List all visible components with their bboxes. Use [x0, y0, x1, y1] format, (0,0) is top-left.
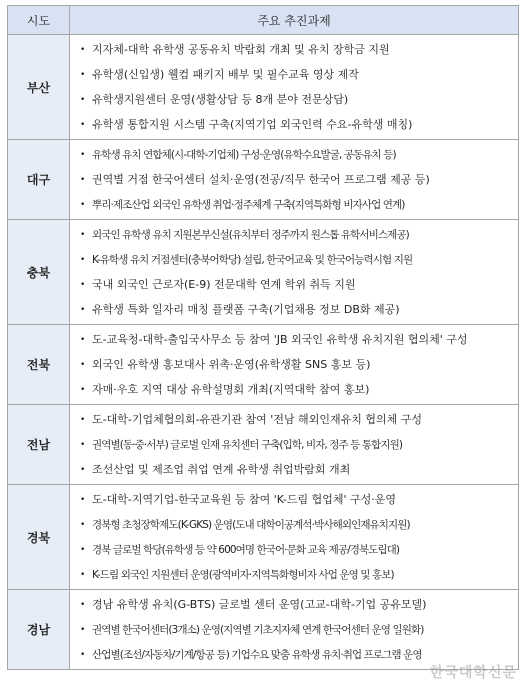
- region-task-table: [7, 5, 519, 670]
- task-text: 외국인 유학생 홍보대사 위촉·운영(유학생활 SNS 홍보 등): [92, 357, 371, 371]
- task-text: K-유학생 유치 거점센터(충북어학당) 설립, 한국어교육 및 한국어능력시험 지원: [92, 253, 413, 266]
- task-text: 권역별(동·중·서부) 글로벌 인재 유치센터 구축(입학, 비자, 정주 등 통합지원): [92, 438, 403, 451]
- task-text: 뿌리·제조산업 외국인 유학생 취업·정주체계 구축(지역특화형 비자사업 연계): [92, 198, 405, 211]
- task-list: [70, 325, 518, 404]
- task-list: [70, 140, 518, 219]
- task-text: 조선산업 및 제조업 취업 연계 유학생 취업박람회 개최: [92, 462, 351, 476]
- task-table-container: [7, 5, 518, 670]
- bullet-icon: •: [80, 439, 86, 450]
- bullet-icon: •: [80, 119, 86, 130]
- list-item: [80, 272, 514, 297]
- table-row: [8, 220, 519, 325]
- list-item: [80, 297, 514, 322]
- task-text: 권역별 거점 한국어센터 설치·운영(전공/직무 한국어 프로그램 제공 등): [92, 172, 430, 186]
- task-text: 경남 유학생 유치(G-BTS) 글로벌 센터 운영(고교-대학-기업 공유모델): [92, 597, 427, 611]
- tasks-cell: [70, 35, 519, 140]
- task-text: 산업별(조선/자동차/기계/항공 등) 기업수요 맞춤 유학생 유치·취업 프로그램 운영: [92, 648, 422, 661]
- list-item: [80, 142, 514, 167]
- list-item: [80, 432, 514, 457]
- bullet-icon: •: [80, 464, 86, 475]
- table-row: [8, 140, 519, 220]
- list-item: [80, 192, 514, 217]
- list-item: [80, 537, 514, 562]
- list-item: [80, 327, 514, 352]
- task-text: 지자체-대학 유학생 공동유치 박람회 개최 및 유치 장학금 지원: [92, 42, 390, 56]
- bullet-icon: •: [80, 44, 86, 55]
- bullet-icon: •: [80, 624, 86, 635]
- task-text: 도-대학-기업체협의회-유관기관 참여 '전남 해외인재유치 협의체 구성: [92, 412, 422, 426]
- list-item: [80, 592, 514, 617]
- task-text: K-드림 외국인 지원센터 운영(광역비자·지역특화형비자 사업 운영 및 홍보): [92, 568, 394, 581]
- tasks-cell: [70, 325, 519, 405]
- task-text: 경북 글로벌 학당(유학생 등 약 600여명 한국어·문화 교육 제공/경북도립대): [92, 543, 400, 556]
- bullet-icon: •: [80, 599, 86, 610]
- list-item: [80, 352, 514, 377]
- table-row: [8, 405, 519, 485]
- task-text: 도-대학-지역기업-한국교육원 등 참여 'K-드림 협업체' 구성·운영: [92, 492, 396, 506]
- bullet-icon: •: [80, 94, 86, 105]
- task-list: [70, 405, 518, 484]
- bullet-icon: •: [80, 359, 86, 370]
- list-item: [80, 37, 514, 62]
- tasks-cell: [70, 590, 519, 670]
- list-item: [80, 112, 514, 137]
- list-item: [80, 487, 514, 512]
- table-row: [8, 485, 519, 590]
- region-cell: 부산: [8, 35, 70, 140]
- task-text: 자매·우호 지역 대상 유학설명회 개최(지역대학 참여 홍보): [92, 382, 370, 396]
- task-text: 외국인 유학생 유치 지원본부신설(유치부터 정주까지 원스톱 유학서비스제공): [92, 228, 409, 241]
- region-cell: 경남: [8, 590, 70, 670]
- task-list: [70, 35, 518, 139]
- list-item: [80, 222, 514, 247]
- task-text: 국내 외국인 근로자(E-9) 전문대학 연계 학위 취득 지원: [92, 277, 356, 291]
- list-item: [80, 457, 514, 482]
- bullet-icon: •: [80, 149, 86, 160]
- list-item: [80, 512, 514, 537]
- region-cell: 충북: [8, 220, 70, 325]
- table-row: [8, 590, 519, 670]
- region-cell: 경북: [8, 485, 70, 590]
- bullet-icon: •: [80, 254, 86, 265]
- task-text: 유학생 통합지원 시스템 구축(지역기업 외국인력 수요-유학생 매칭): [92, 117, 413, 131]
- task-list: [70, 220, 518, 324]
- task-text: 권역별 한국어센터(3개소) 운영(지역별 기초지자체 연계 한국어센터 운영 일원화): [92, 623, 424, 636]
- bullet-icon: •: [80, 569, 86, 580]
- header-row: [8, 6, 519, 35]
- task-text: 유학생 특화 일자리 매칭 플랫폼 구축(기업채용 정보 DB화 제공): [92, 302, 400, 316]
- header-tasks: 주요 추진과제: [70, 6, 519, 35]
- task-text: 경북형 초청장학제도(K-GKS) 운영(도내 대학이공계석·박사해외인재유치지원): [92, 518, 410, 531]
- bullet-icon: •: [80, 384, 86, 395]
- tasks-cell: [70, 405, 519, 485]
- watermark-text: 한국대학신문: [429, 665, 517, 681]
- task-text: 도-교육청-대학-출입국사무소 등 참여 'JB 외국인 유학생 유치지원 협의체' 구성: [92, 332, 468, 346]
- bullet-icon: •: [80, 519, 86, 530]
- list-item: [80, 407, 514, 432]
- bullet-icon: •: [80, 334, 86, 345]
- bullet-icon: •: [80, 279, 86, 290]
- list-item: [80, 562, 514, 587]
- tasks-cell: [70, 140, 519, 220]
- bullet-icon: •: [80, 304, 86, 315]
- table-row: [8, 325, 519, 405]
- list-item: [80, 247, 514, 272]
- region-cell: 전남: [8, 405, 70, 485]
- list-item: [80, 87, 514, 112]
- header-region: 시도: [8, 6, 70, 35]
- tasks-cell: [70, 220, 519, 325]
- bullet-icon: •: [80, 69, 86, 80]
- bullet-icon: •: [80, 494, 86, 505]
- task-list: [70, 590, 518, 669]
- bullet-icon: •: [80, 174, 86, 185]
- region-cell: 전북: [8, 325, 70, 405]
- tasks-cell: [70, 485, 519, 590]
- bullet-icon: •: [80, 414, 86, 425]
- bullet-icon: •: [80, 199, 86, 210]
- bullet-icon: •: [80, 649, 86, 660]
- region-cell: 대구: [8, 140, 70, 220]
- task-text: 유학생지원센터 운영(생활상담 등 8개 분야 전문상담): [92, 92, 349, 106]
- list-item: [80, 617, 514, 642]
- table-row: [8, 35, 519, 140]
- list-item: [80, 62, 514, 87]
- task-text: 유학생(신입생) 웰컴 패키지 배부 및 필수교육 영상 제작: [92, 67, 359, 81]
- bullet-icon: •: [80, 229, 86, 240]
- list-item: [80, 167, 514, 192]
- task-list: [70, 485, 518, 589]
- list-item: [80, 377, 514, 402]
- bullet-icon: •: [80, 544, 86, 555]
- task-text: 유학생 유치 연합체(시-대학-기업체) 구성·운영(유학수요발굴, 공동유치 등): [92, 148, 396, 161]
